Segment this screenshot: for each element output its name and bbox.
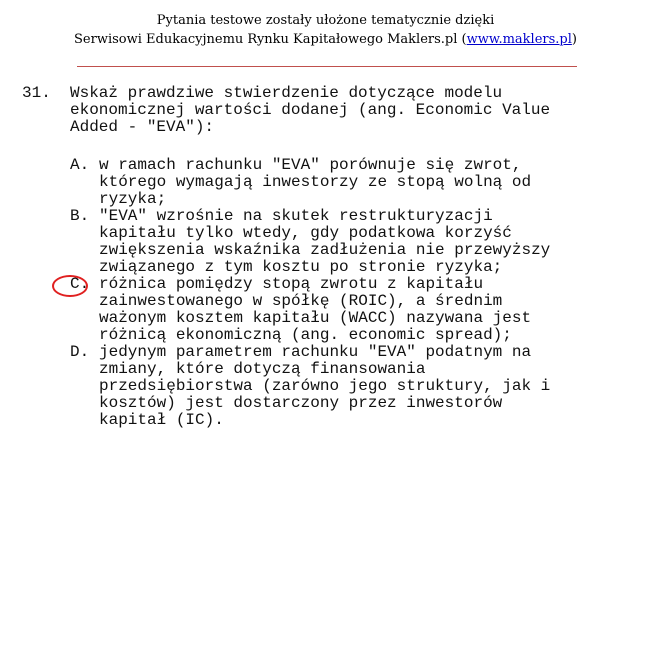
header-divider — [77, 66, 577, 67]
question-text-line: Added - "EVA"): — [70, 118, 215, 136]
question-block — [22, 84, 551, 663]
option-c-letter[interactable]: C. — [70, 275, 90, 293]
option-a-letter[interactable]: A. — [70, 156, 90, 174]
header-line-2-prefix: Serwisowi Edukacyjnemu Rynku Kapitałowego Maklers.pl ( — [74, 32, 467, 47]
option-a-line: ryzyka; — [99, 190, 167, 208]
answer-circle-marker — [52, 275, 88, 297]
option-c-line: ważonym kosztem kapitału (WACC) nazywana jest — [99, 309, 532, 327]
option-d-line: jedynym parametrem rachunku "EVA" podatnym na — [99, 343, 532, 361]
header-line-2 — [0, 30, 651, 49]
header-line-1: Pytania testowe zostały ułożone tematycznie dzięki — [156, 13, 495, 28]
option-b-line: związanego z tym kosztu po stronie ryzyka; — [99, 258, 503, 276]
option-c-line: zainwestowanego w spółkę (ROIC), a średnim — [99, 292, 503, 310]
option-b-letter[interactable]: B. — [70, 207, 90, 225]
option-b-line: kapitału tylko wtedy, gdy podatkowa korzyść — [99, 224, 512, 242]
option-b-line: "EVA" wzrośnie na skutek restrukturyzacji — [99, 207, 493, 225]
question-number: 31. — [22, 84, 51, 102]
header-line-2-suffix: ) — [571, 32, 577, 47]
option-d-line: kapitał (IC). — [99, 411, 224, 429]
option-a-line: w ramach rachunku "EVA" porównuje się zwrot, — [99, 156, 522, 174]
option-d-line: zmiany, które dotyczą finansowania — [99, 360, 426, 378]
question-text-line: Wskaż prawdziwe stwierdzenie dotyczące modelu — [70, 84, 503, 102]
source-header — [0, 11, 651, 49]
question-text-line: ekonomicznej wartości dodanej (ang. Economic Value — [70, 101, 551, 119]
option-d-line: przedsiębiorstwa (zarówno jego struktury, jak i — [99, 377, 551, 395]
option-a-line: którego wymagają inwestorzy ze stopą wolną od — [99, 173, 532, 191]
option-d-letter[interactable]: D. — [70, 343, 90, 361]
option-b-line: zwiększenia wskaźnika zadłużenia nie przewyższy — [99, 241, 551, 259]
option-c-line: różnica pomiędzy stopą zwrotu z kapitału — [99, 275, 484, 293]
option-c-line: różnicą ekonomiczną (ang. economic spread); — [99, 326, 512, 344]
option-d-line: kosztów) jest dostarczony przez inwestorów — [99, 394, 503, 412]
maklers-link[interactable]: www.maklers.pl — [466, 32, 572, 47]
